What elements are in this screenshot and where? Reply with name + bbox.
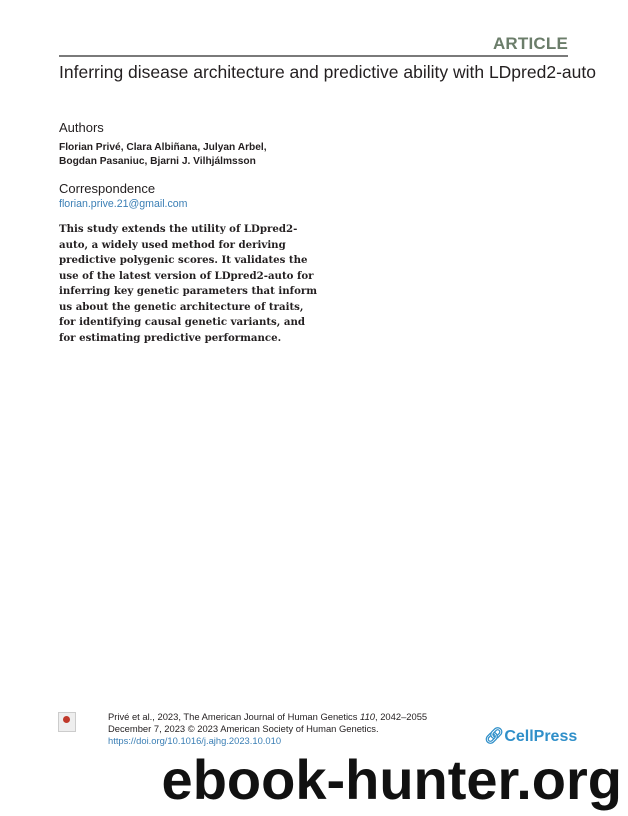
author-line: Florian Privé, Clara Albiñana, Julyan Arbel, — [59, 142, 267, 153]
summary-text: This study extends the utility of LDpred2-auto, a widely used method for deriving predictive polygenic scores. It validates the use of the latest version of LDpred2-auto for inferring key genetic parameters that inform us about the genetic architecture of traits, for identifying causal genetic variants, and for estimating predictive performance. — [59, 223, 318, 344]
volume: 110 — [360, 711, 375, 722]
pages: , 2042–2055 — [375, 711, 428, 722]
header-rule — [59, 55, 568, 57]
citation-text: Privé et al., 2023, The American Journal of Human Genetics — [108, 711, 361, 722]
watermark: ebook-hunter.org — [161, 748, 622, 811]
correspondence-heading: Correspondence — [59, 181, 156, 196]
author-list — [59, 141, 267, 168]
date-copyright: December 7, 2023 © 2023 American Society of Human Genetics. — [108, 723, 379, 734]
doi-link[interactable]: https://doi.org/10.1016/j.ajhg.2023.10.010 — [108, 735, 282, 746]
paper-title: Inferring disease architecture and predictive ability with LDpred2-auto — [59, 62, 596, 82]
cellpress-logo: 🔗︎CellPress — [484, 728, 578, 745]
cellpress-link-icon: 🔗︎ — [484, 728, 505, 745]
author-line: Bogdan Pasaniuc, Bjarni J. Vilhjálmsson — [59, 155, 256, 167]
article-label: ARTICLE — [492, 34, 568, 53]
citation-footer — [108, 711, 427, 747]
check-for-updates-icon[interactable] — [58, 712, 76, 732]
email-link[interactable]: florian.prive.21@gmail.com — [59, 198, 188, 210]
authors-heading: Authors — [59, 120, 104, 135]
